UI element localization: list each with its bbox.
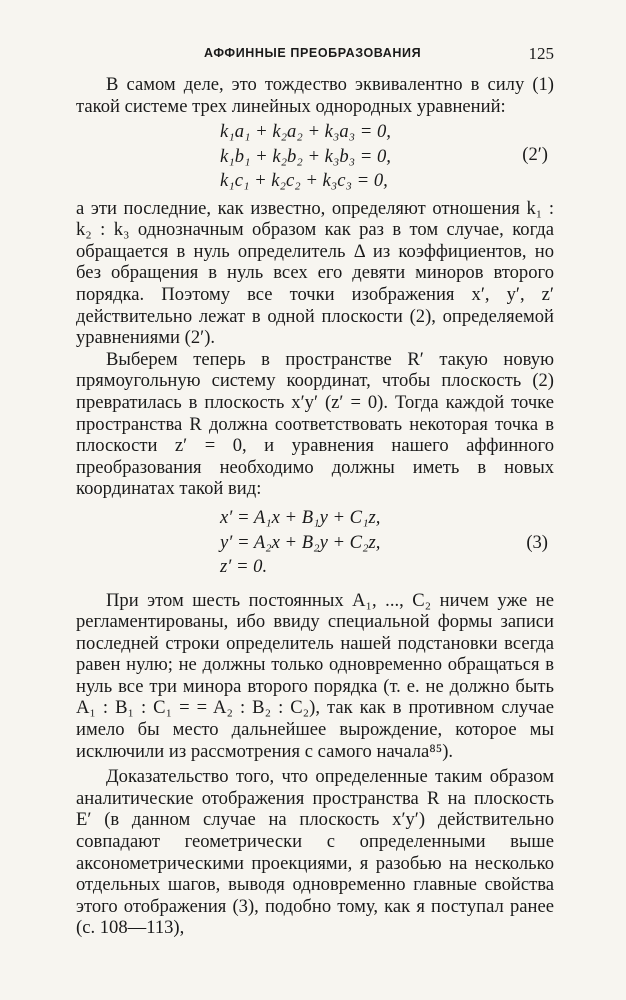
- equation-line: z′ = 0.: [220, 556, 268, 577]
- equation-line: y′ = A₂x + B₂y + C₂z,: [220, 531, 381, 553]
- paragraph-4: При этом шесть постоянных A₁, ..., C₂ ничем уже не регламентированы, ибо ввиду специальной формы записи последней строки определитель нашей подстановки всегда равен нулю; не должны только одновременно обращаться в нуль все три минора второго порядка (т. е. не должно быть A₁ : B₁ : C₁ = = A₂ : B₂ : C₂), так как в противном случае имело бы место дальнейшее вырождение, которое мы исключили из рассмотрения с самого начала⁸⁵).: [76, 589, 554, 762]
- page-number: 125: [528, 44, 554, 63]
- equation-line: k₁b₁ + k₂b₂ + k₃b₃ = 0,: [220, 145, 391, 167]
- equation-label: (3): [526, 532, 548, 553]
- equation-label: (2′): [522, 144, 548, 166]
- book-page: [76, 40, 554, 939]
- paragraph-2: а эти последние, как известно, определяют отношения k₁ : k₂ : k₃ однозначным образом как раз в том случае, когда обращается в нуль определитель Δ из коэффициентов, но без обращения в нуль всех его девяти миноров второго порядка. Поэтому все точки изображения x′, y′, z′ действительно лежат в одной плоскости (2), определяемой уравнениями (2′).: [76, 197, 554, 349]
- running-title: АФФИННЫЕ ПРЕОБРАЗОВАНИЯ: [204, 46, 422, 60]
- equation-line: k₁a₁ + k₂a₂ + k₃a₃ = 0,: [220, 121, 391, 143]
- paragraph-5: Доказательство того, что определенные таким образом аналитические отображения пространства R на плоскость E′ (в данном случае на плоскость x′y′) действительно совпадают геометрически с определенными выше аксонометрическими проекциями, я разобью на несколько отдельных шагов, выводя одновременно главные свойства этого отображения (3), подобно тому, как я поступал ранее (с. 108—113),: [76, 766, 554, 939]
- equation-system-2prime: [76, 120, 554, 194]
- equation-system-3: [76, 506, 554, 580]
- paragraph-1: В самом деле, это тождество эквивалентно в силу (1) такой системе трех линейных однородных уравнений:: [76, 74, 554, 117]
- page-header: [76, 40, 554, 68]
- equation-line: x′ = A₁x + B₁y + C₁z,: [220, 507, 381, 528]
- equation-line: k₁c₁ + k₂c₂ + k₃c₃ = 0,: [220, 170, 388, 192]
- paragraph-3: Выберем теперь в пространстве R′ такую новую прямоугольную систему координат, чтобы плоскость (2) превратилась в плоскость x′y′ (z′ = 0). Тогда каждой точке пространства R должна соответствовать некоторая точка в плоскости z′ = 0, и уравнения нашего аффинного преобразования необходимо должны иметь в новых координатах такой вид:: [76, 348, 554, 500]
